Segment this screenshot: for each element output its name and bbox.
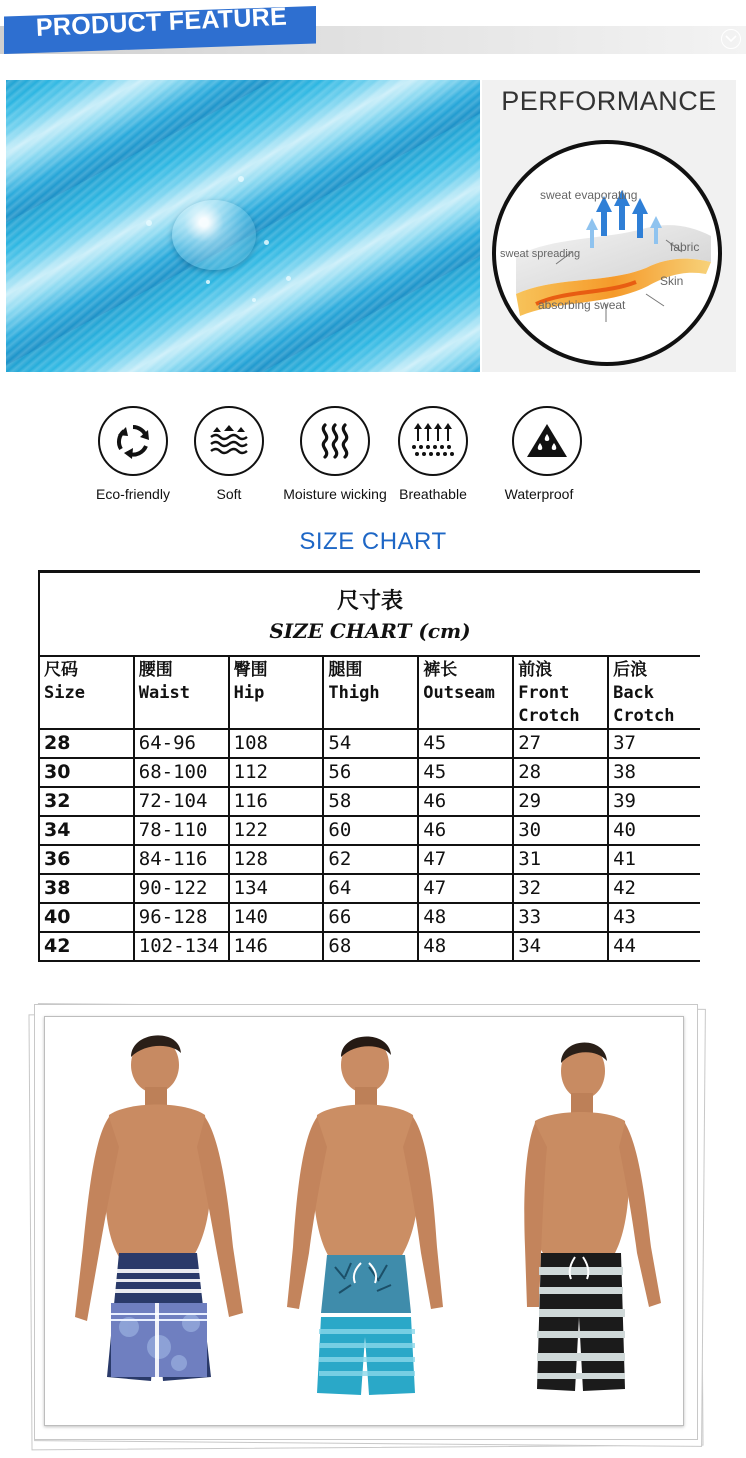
label-sweat-evaporating: sweat evaporating [540, 188, 638, 202]
table-row [39, 758, 700, 787]
table-header-row [39, 656, 700, 729]
size-cell: 34 [39, 816, 134, 845]
measure-cell: 31 [513, 845, 608, 874]
measure-cell: 37 [608, 729, 700, 758]
measure-cell: 134 [229, 874, 324, 903]
measure-cell: 48 [418, 932, 513, 961]
measure-cell: 32 [513, 874, 608, 903]
measure-cell: 47 [418, 845, 513, 874]
feature-label: Eco-friendly [96, 486, 170, 502]
measure-cell: 128 [229, 845, 324, 874]
measure-cell: 46 [418, 787, 513, 816]
header-back-crotch: 后浪 Back Crotch [608, 656, 700, 729]
feature-waterproof [484, 406, 594, 506]
measure-cell: 146 [229, 932, 324, 961]
model-photo [44, 1016, 684, 1426]
fabric-waterproof-photo [6, 80, 480, 372]
header-size: 尺码 Size [39, 656, 134, 729]
measure-cell: 45 [418, 729, 513, 758]
measure-cell: 122 [229, 816, 324, 845]
header-outseam: 裤长 Outseam [418, 656, 513, 729]
measure-cell: 28 [513, 758, 608, 787]
label-absorbing-sweat: absorbing sweat [538, 298, 626, 312]
size-chart-heading: SIZE CHART [299, 528, 447, 555]
measure-cell: 45 [418, 758, 513, 787]
measure-cell: 40 [608, 816, 700, 845]
water-droplet [172, 200, 256, 270]
measure-cell: 68-100 [134, 758, 229, 787]
measure-cell: 39 [608, 787, 700, 816]
measure-cell: 72-104 [134, 787, 229, 816]
table-row [39, 816, 700, 845]
measure-cell: 90-122 [134, 874, 229, 903]
feature-label: Moisture wicking [283, 486, 387, 502]
performance-panel [482, 80, 736, 372]
measure-cell: 64 [323, 874, 418, 903]
feature-label: Breathable [399, 486, 467, 502]
caption-chinese: 尺寸表 [336, 589, 403, 615]
measure-cell: 64-96 [134, 729, 229, 758]
measure-cell: 47 [418, 874, 513, 903]
label-skin: Skin [660, 274, 684, 288]
measure-cell: 58 [323, 787, 418, 816]
model-photo-stack [30, 1002, 710, 1452]
feature-eco-friendly [78, 406, 188, 506]
measure-cell: 46 [418, 816, 513, 845]
table-row [39, 874, 700, 903]
header-front-crotch: 前浪 Front Crotch [513, 656, 608, 729]
size-cell: 38 [39, 874, 134, 903]
measure-cell: 29 [513, 787, 608, 816]
measure-cell: 34 [513, 932, 608, 961]
table-caption [39, 572, 700, 656]
measure-cell: 66 [323, 903, 418, 932]
size-cell: 42 [39, 932, 134, 961]
header-thigh: 腿围 Thigh [323, 656, 418, 729]
feature-breathable [378, 406, 488, 506]
waterproof-triangle-icon [512, 406, 582, 476]
table-row [39, 903, 700, 932]
label-sweat-spreading: sweat spreading [500, 248, 581, 260]
table-row [39, 845, 700, 874]
header-hip: 臀围 Hip [229, 656, 324, 729]
size-cell: 28 [39, 729, 134, 758]
measure-cell: 116 [229, 787, 324, 816]
soft-layers-icon [194, 406, 264, 476]
header-waist: 腰围 Waist [134, 656, 229, 729]
performance-title: PERFORMANCE [501, 86, 717, 116]
feature-moisture-wicking [280, 406, 390, 506]
banner-title: PRODUCT FEATURE [35, 2, 288, 42]
measure-cell: 96-128 [134, 903, 229, 932]
chevron-down-icon[interactable] [721, 29, 741, 49]
measure-cell: 84-116 [134, 845, 229, 874]
measure-cell: 38 [608, 758, 700, 787]
measure-cell: 78-110 [134, 816, 229, 845]
label-fabric: fabric [670, 240, 700, 254]
measure-cell: 30 [513, 816, 608, 845]
measure-cell: 43 [608, 903, 700, 932]
table-row [39, 729, 700, 758]
measure-cell: 102-134 [134, 932, 229, 961]
measure-cell: 44 [608, 932, 700, 961]
size-chart-table [38, 570, 700, 962]
size-cell: 32 [39, 787, 134, 816]
measure-cell: 112 [229, 758, 324, 787]
breathable-arrows-icon [398, 406, 468, 476]
measure-cell: 56 [323, 758, 418, 787]
measure-cell: 41 [608, 845, 700, 874]
measure-cell: 108 [229, 729, 324, 758]
measure-cell: 48 [418, 903, 513, 932]
measure-cell: 68 [323, 932, 418, 961]
feature-soft [174, 406, 284, 506]
size-cell: 30 [39, 758, 134, 787]
model-navy-stripe-shorts [59, 1017, 259, 1426]
measure-cell: 60 [323, 816, 418, 845]
recycle-icon [98, 406, 168, 476]
measure-cell: 54 [323, 729, 418, 758]
feature-label: Waterproof [504, 486, 574, 502]
product-feature-banner [0, 0, 746, 60]
table-row [39, 932, 700, 961]
measure-cell: 62 [323, 845, 418, 874]
model-teal-leaf-shorts [265, 1017, 465, 1426]
size-cell: 36 [39, 845, 134, 874]
measure-cell: 27 [513, 729, 608, 758]
performance-diagram [492, 140, 722, 366]
size-cell: 40 [39, 903, 134, 932]
feature-label: Soft [216, 486, 242, 502]
measure-cell: 42 [608, 874, 700, 903]
steam-waves-icon [300, 406, 370, 476]
model-black-white-stripe-shorts [475, 1017, 675, 1426]
measure-cell: 33 [513, 903, 608, 932]
measure-cell: 140 [229, 903, 324, 932]
table-row [39, 787, 700, 816]
caption-english: SIZE CHART (cm) [269, 619, 471, 644]
